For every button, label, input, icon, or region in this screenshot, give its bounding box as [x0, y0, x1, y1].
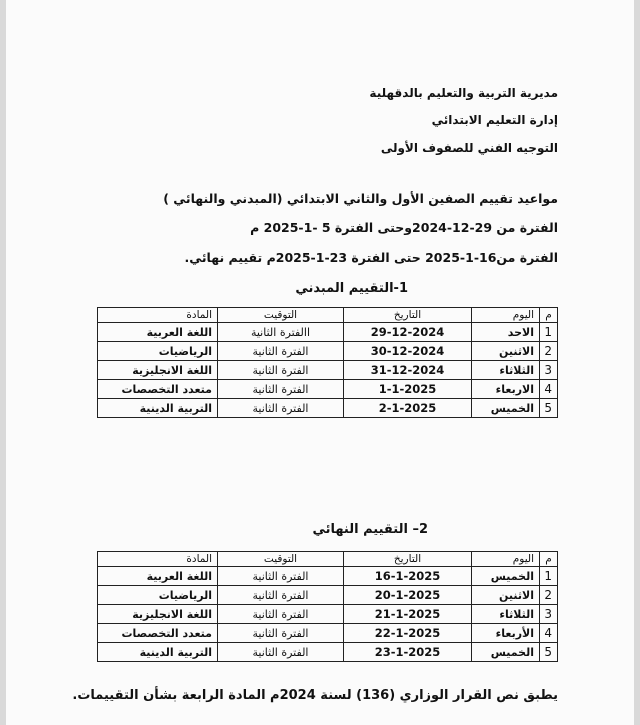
table-row [98, 624, 558, 643]
row-date: 29-12-2024 [344, 323, 472, 342]
header-date: التاريخ [344, 552, 472, 567]
row-time: الفترة الثانية [218, 643, 344, 662]
table-row [98, 586, 558, 605]
row-num: 3 [540, 605, 558, 624]
section2-title: 2– التقييم النهائي [312, 522, 428, 537]
row-time: االفترة الثانية [218, 323, 344, 342]
row-time: الفترة الثانية [218, 361, 344, 380]
table-row [98, 567, 558, 586]
table-row [98, 323, 558, 342]
header-date: التاريخ [344, 308, 472, 323]
header-subject: المادة [98, 552, 218, 567]
row-time: الفترة الثانية [218, 605, 344, 624]
row-subject: الرياضيات [98, 342, 218, 361]
row-subject: التربية الدينية [98, 399, 218, 418]
guidance-title: التوجيه الفني للصفوف الأولى [380, 141, 558, 155]
header-subject: المادة [98, 308, 218, 323]
table-row [98, 361, 558, 380]
period-final: الفترة من16-1-2025 حتى الفترة 23-1-2025م تقييم نهائي. [184, 250, 558, 265]
row-subject: اللغة العربية [98, 323, 218, 342]
row-num: 5 [540, 399, 558, 418]
table-row [98, 605, 558, 624]
row-time: الفترة الثانية [218, 380, 344, 399]
row-date: 23-1-2025 [344, 643, 472, 662]
row-num: 3 [540, 361, 558, 380]
row-num: 5 [540, 643, 558, 662]
row-day: الخميس [472, 567, 540, 586]
row-day: الاربعاء [472, 380, 540, 399]
row-num: 2 [540, 342, 558, 361]
row-day: الاحد [472, 323, 540, 342]
table-header-row [98, 308, 558, 323]
row-date: 21-1-2025 [344, 605, 472, 624]
header-time: التوقيت [218, 552, 344, 567]
row-day: الثلاثاء [472, 605, 540, 624]
row-day: الأربعاء [472, 624, 540, 643]
row-subject: اللغة العربية [98, 567, 218, 586]
final-assessment-table [97, 551, 558, 662]
row-time: الفترة الثانية [218, 342, 344, 361]
row-num: 1 [540, 567, 558, 586]
row-date: 22-1-2025 [344, 624, 472, 643]
row-time: الفترة الثانية [218, 567, 344, 586]
row-subject: الرياضيات [98, 586, 218, 605]
row-time: الفترة الثانية [218, 399, 344, 418]
row-day: الخميس [472, 399, 540, 418]
row-date: 16-1-2025 [344, 567, 472, 586]
row-num: 2 [540, 586, 558, 605]
row-date: 31-12-2024 [344, 361, 472, 380]
row-subject: التربية الدينية [98, 643, 218, 662]
row-date: 1-1-2025 [344, 380, 472, 399]
row-subject: متعدد التخصصات [98, 380, 218, 399]
row-date: 2-1-2025 [344, 399, 472, 418]
row-subject: اللغة الانجليزية [98, 605, 218, 624]
schedule-title: مواعيد تقييم الصفين الأول والثاني الابتدائي (المبدني والنهائي ) [163, 191, 558, 206]
directorate-title: مديرية التربية والتعليم بالدقهلية [369, 86, 558, 100]
row-day: الخميس [472, 643, 540, 662]
header-day: اليوم [472, 308, 540, 323]
table-row [98, 643, 558, 662]
table-header-row [98, 552, 558, 567]
table-row [98, 342, 558, 361]
header-day: اليوم [472, 552, 540, 567]
row-num: 4 [540, 380, 558, 399]
administration-title: إدارة التعليم الابتدائي [431, 113, 558, 127]
header-time: التوقيت [218, 308, 344, 323]
header-num: م [540, 552, 558, 567]
row-date: 20-1-2025 [344, 586, 472, 605]
table-row [98, 380, 558, 399]
row-num: 1 [540, 323, 558, 342]
row-date: 30-12-2024 [344, 342, 472, 361]
formative-assessment-table [97, 307, 558, 418]
row-time: الفترة الثانية [218, 624, 344, 643]
header-num: م [540, 308, 558, 323]
row-time: الفترة الثانية [218, 586, 344, 605]
row-day: الاثنين [472, 586, 540, 605]
row-subject: متعدد التخصصات [98, 624, 218, 643]
ministerial-decree-note: يطبق نص القرار الوزاري (136) لسنة 2024م المادة الرابعة بشأن التقييمات. [72, 688, 558, 703]
row-num: 4 [540, 624, 558, 643]
table-row [98, 399, 558, 418]
document-page [6, 0, 634, 725]
period-first: الفترة من 29-12-2024وحتى الفترة 5 -1-2025 م [250, 220, 558, 235]
section1-title: 1-التقييم المبدني [295, 281, 408, 296]
row-subject: اللغة الانجليزية [98, 361, 218, 380]
row-day: الثلاثاء [472, 361, 540, 380]
row-day: الاثنين [472, 342, 540, 361]
